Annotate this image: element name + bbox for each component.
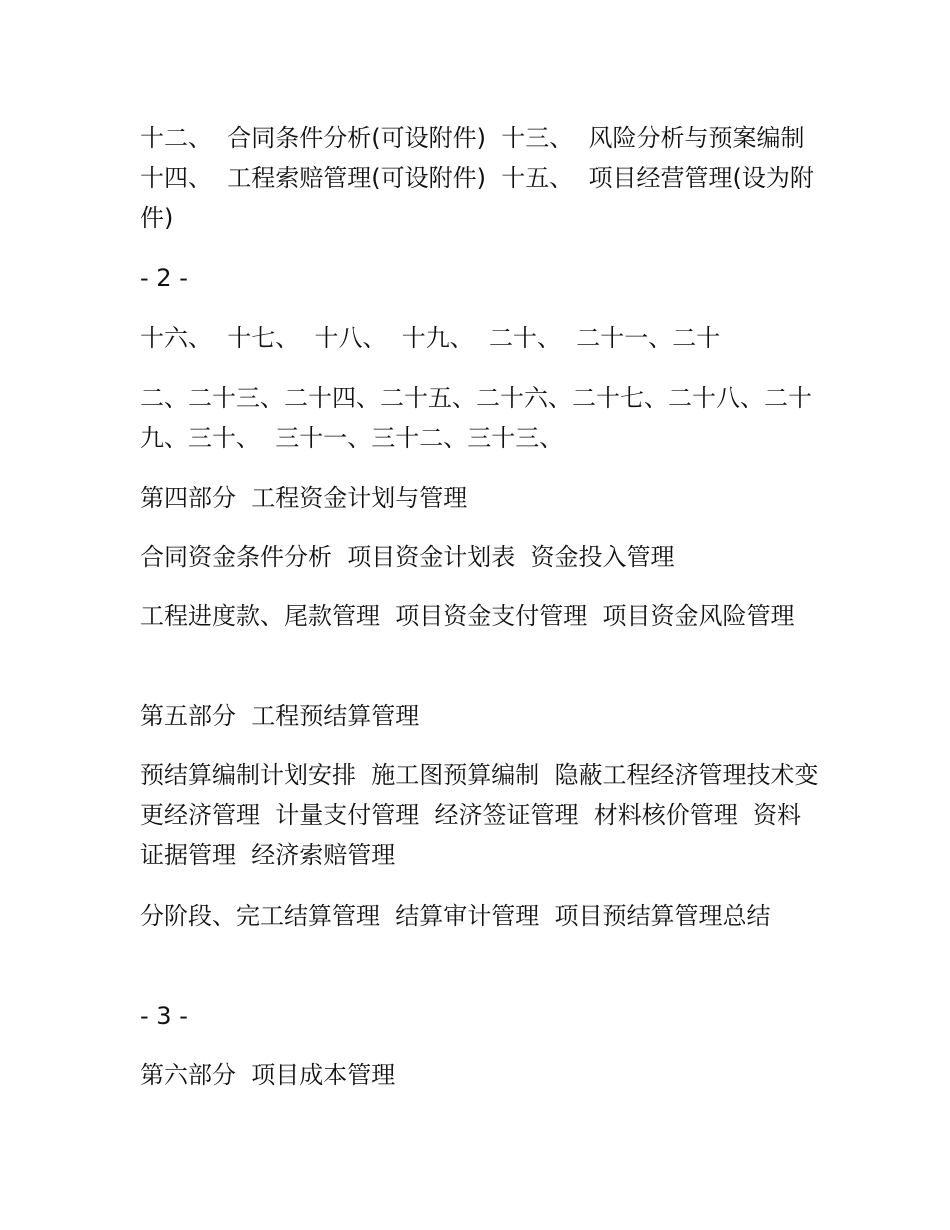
paragraph-fund-plan: 合同资金条件分析 项目资金计划表 资金投入管理 — [140, 543, 675, 571]
page-number-2: - 2 - — [140, 264, 188, 292]
paragraph-contract-risk-claims: 十二、 合同条件分析(可设附件) 十三、 风险分析与预案编制 十四、 工程索赔管理(可设附件) 十五、 项目经营管理(设为附件) — [140, 124, 820, 232]
page-number-3: - 3 - — [140, 1002, 188, 1030]
paragraph-numbering-16-20: 十六、 十七、 十八、 十九、 二十、 二十一、二十 — [140, 324, 721, 352]
paragraph-final-settlement: 分阶段、完工结算管理 结算审计管理 项目预结算管理总结 — [140, 902, 771, 930]
section-heading-part-5: 第五部分 工程预结算管理 — [140, 702, 420, 730]
section-heading-part-4: 第四部分 工程资金计划与管理 — [140, 484, 468, 512]
paragraph-budget-settlement: 预结算编制计划安排 施工图预算编制 隐蔽工程经济管理技术变更经济管理 计量支付管理 经济签证管理 材料核价管理 资料证据管理 经济索赔管理 — [140, 761, 819, 869]
paragraph-numbering-22-33: 二、二十三、二十四、二十五、二十六、二十七、二十八、二十九、三十、 三十一、三十二、三十三、 — [140, 384, 812, 452]
section-heading-part-6: 第六部分 项目成本管理 — [140, 1061, 396, 1089]
paragraph-fund-payment: 工程进度款、尾款管理 项目资金支付管理 项目资金风险管理 — [140, 602, 795, 630]
